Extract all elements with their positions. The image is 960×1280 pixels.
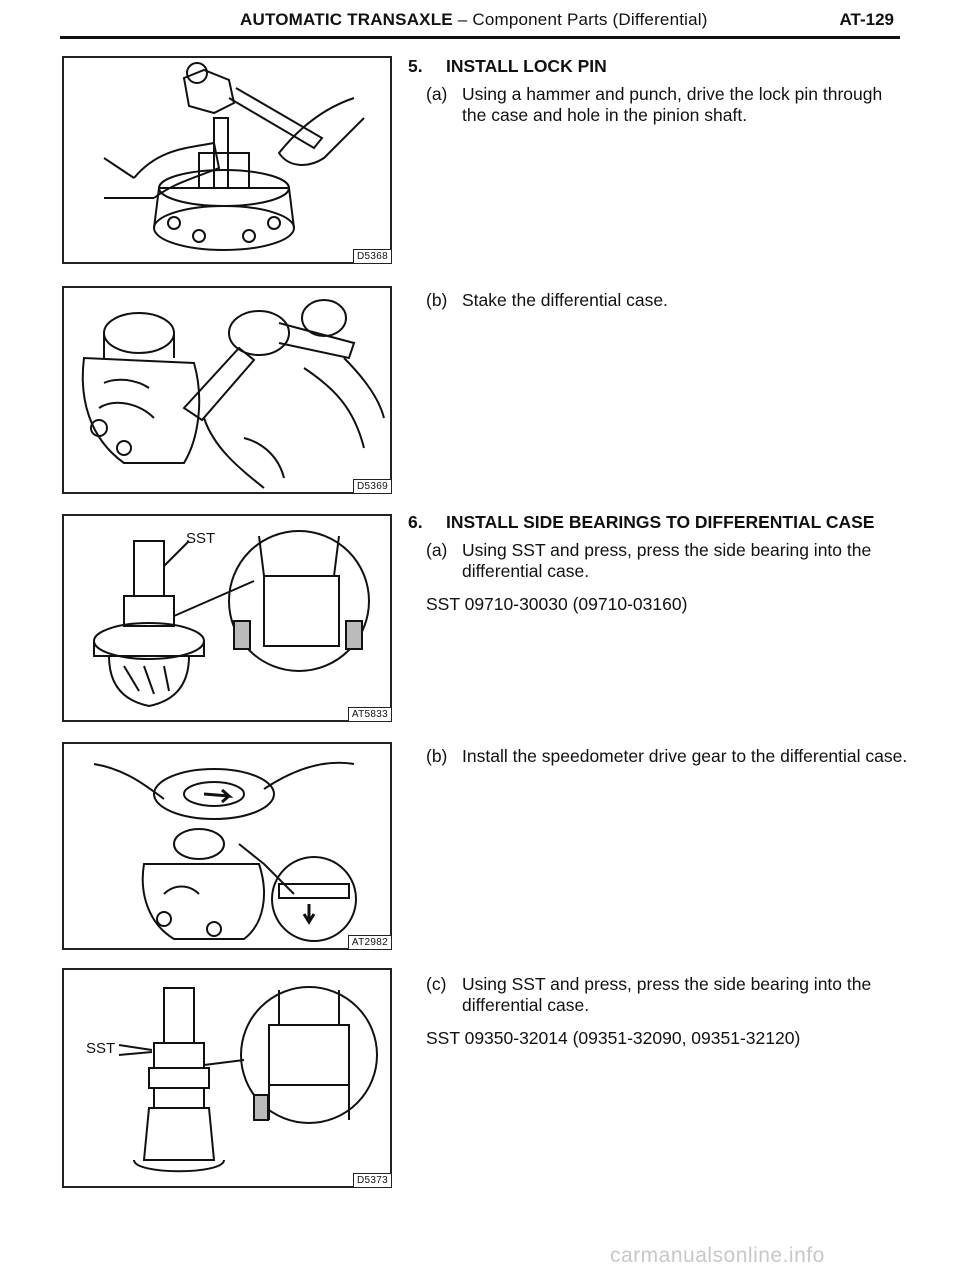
figure-id: D5368 [353, 249, 392, 264]
sst-number: SST 09350-32014 (09351-32090, 09351-32120) [426, 1028, 801, 1048]
figure-sst-press-bearing [62, 514, 392, 722]
figure-id: AT2982 [348, 935, 392, 950]
watermark: carmanualsonline.info [610, 1244, 825, 1267]
sst-label: SST [186, 530, 216, 547]
figure-id: D5369 [353, 479, 392, 494]
step-5-title: 5. INSTALL LOCK PIN [408, 56, 607, 76]
header-title: AUTOMATIC TRANSAXLE – Component Parts (Differential) [240, 10, 708, 29]
sst-press-bearing-2-illustration [64, 970, 390, 1186]
figure-sst-press-bearing-2 [62, 968, 392, 1188]
figure-speedometer-gear [62, 742, 392, 950]
sst-label: SST [86, 1040, 116, 1057]
step-5b: (b) Stake the differential case. [426, 290, 668, 310]
figure-stake-case [62, 286, 392, 494]
step-5a: (a) Using a hammer and punch, drive the lock pin through the case and hole in the pinion shaft. [426, 84, 883, 125]
sst-press-bearing-illustration [64, 516, 390, 720]
figure-id: AT5833 [348, 707, 392, 722]
page-number: AT-129 [839, 10, 894, 29]
figure-hammer-lock-pin [62, 56, 392, 264]
stake-case-illustration [64, 288, 390, 492]
hammer-punch-illustration [64, 58, 390, 262]
step-6b: (b) Install the speedometer drive gear to the differential case. [426, 746, 908, 766]
speedometer-gear-illustration [64, 744, 390, 948]
step-6-title: 6. INSTALL SIDE BEARINGS TO DIFFERENTIAL CASE [408, 512, 875, 532]
step-6a: (a) Using SST and press, press the side bearing into the differential case. SST 09710-30030 (09710-03160) [408, 540, 908, 615]
header-rule [60, 36, 900, 39]
figure-id: D5373 [353, 1173, 392, 1188]
step-6c: (c) Using SST and press, press the side bearing into the differential case. SST 09350-32014 (09351-32090, 09351-32120) [408, 974, 908, 1049]
page-header [60, 8, 900, 38]
sst-number: SST 09710-30030 (09710-03160) [426, 594, 688, 614]
